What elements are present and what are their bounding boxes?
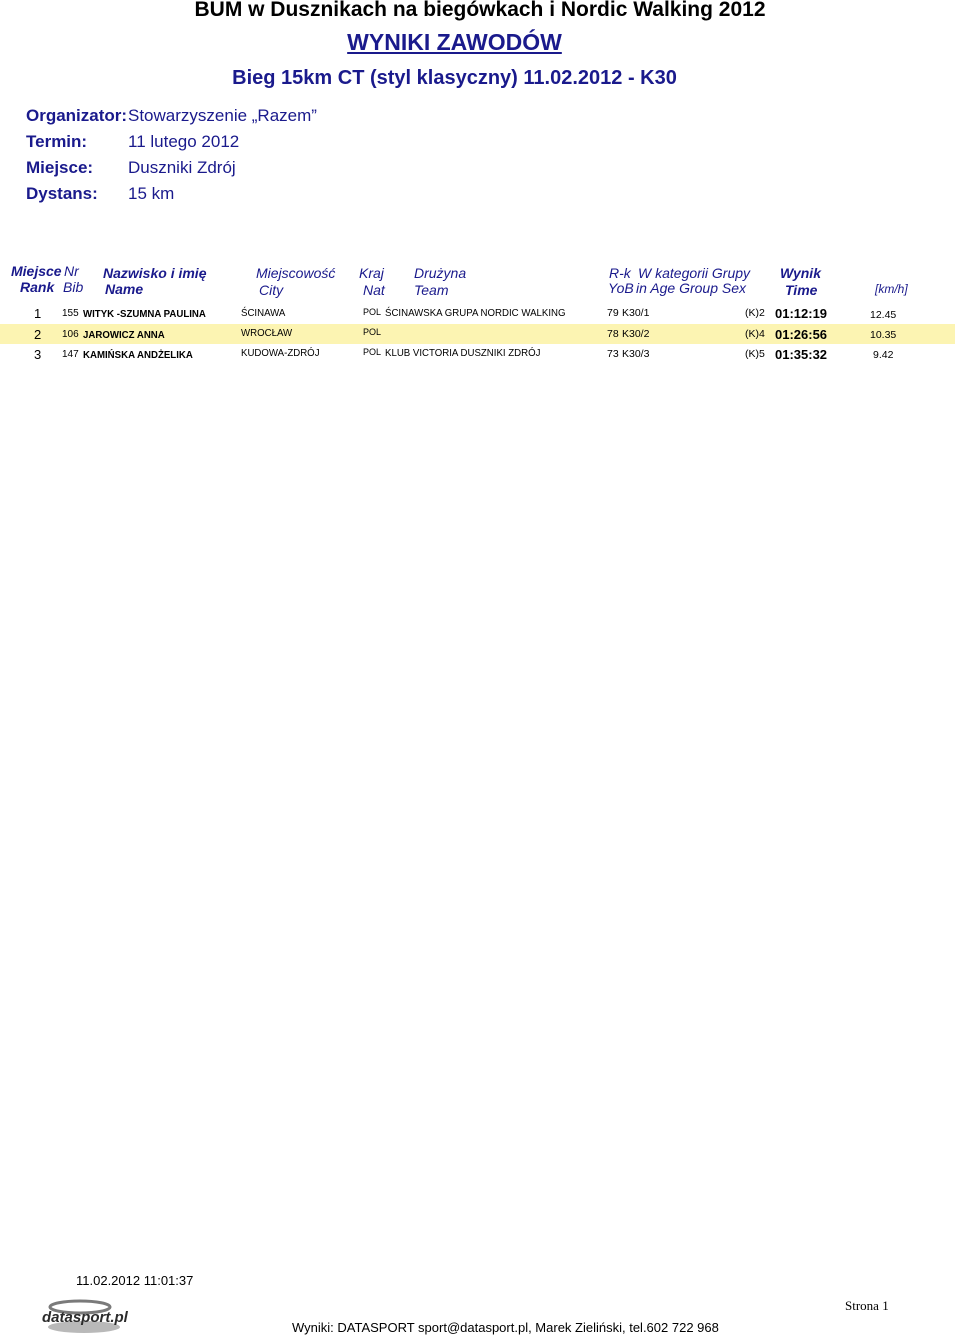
row-time: 01:35:32 [775, 347, 828, 362]
distance-label: Dystans: [26, 184, 98, 203]
row-rank: 1 [34, 306, 42, 321]
row-name: KAMIŃSKA ANDŻELIKA [83, 349, 193, 361]
row-team: ŚCINAWSKA GRUPA NORDIC WALKING [385, 307, 566, 319]
row-speed: 10.35 [870, 329, 897, 341]
table-row [0, 344, 955, 364]
row-time: 01:12:19 [775, 306, 828, 321]
row-city: WROCŁAW [241, 327, 293, 339]
row-team: KLUB VICTORIA DUSZNIKI ZDRÓJ [385, 347, 541, 359]
date-label: Termin: [26, 132, 88, 151]
row-yob: 73 [607, 348, 619, 360]
distance-value: 15 km [128, 184, 175, 203]
header-speed-en: [km/h] [875, 282, 908, 296]
row-nat: POL [363, 327, 382, 337]
organizer-value: Stowarzyszenie „Razem” [128, 106, 317, 125]
results-heading: WYNIKI ZAWODÓW [347, 29, 562, 55]
header-nat-en: Nat [363, 282, 385, 298]
header-bib-en: Bib [63, 279, 84, 295]
header-name-pl: Nazwisko i imię [103, 265, 207, 281]
row-rank: 2 [34, 327, 42, 342]
header-yob-pl: R-k [609, 265, 631, 281]
row-name: JAROWICZ ANNA [83, 329, 165, 341]
date-value: 11 lutego 2012 [128, 132, 240, 151]
page-number: Strona 1 [845, 1298, 889, 1313]
header-city-en: City [259, 282, 284, 298]
place-label: Miejsce: [26, 158, 94, 177]
header-bib-pl: Nr [64, 263, 79, 279]
header-rank-en: Rank [20, 279, 55, 295]
row-city: ŚCINAWA [241, 307, 286, 319]
svg-text:datasport.pl: datasport.pl [42, 1309, 128, 1326]
header-city-pl: Miejscowość [256, 265, 336, 281]
results-credits: Wyniki: DATASPORT sport@datasport.pl, Marek Zieliński, tel.602 722 968 [292, 1320, 719, 1335]
header-nat-pl: Kraj [359, 265, 384, 281]
row-city: KUDOWA-ZDRÓJ [241, 347, 320, 359]
print-timestamp: 11.02.2012 11:01:37 [76, 1273, 194, 1288]
row-name: WITYK -SZUMNA PAULINA [83, 308, 206, 320]
row-bib: 106 [62, 329, 79, 340]
row-bib: 147 [62, 349, 79, 360]
row-time: 01:26:56 [775, 327, 828, 342]
page-title: BUM w Dusznikach na biegówkach i Nordic Walking 2012 [194, 0, 766, 21]
row-nat: POL [363, 347, 382, 357]
event-heading: Bieg 15km CT (styl klasyczny) 11.02.2012 - K30 [232, 67, 677, 89]
row-yob: 79 [607, 307, 619, 319]
row-bib: 155 [62, 308, 79, 319]
table-row [0, 303, 955, 323]
row-sex-place: (K)5 [745, 348, 765, 360]
organizer-label: Organizator: [26, 106, 128, 125]
datasport-logo [40, 1297, 128, 1335]
row-yob: 78 [607, 328, 619, 340]
table-row [0, 324, 955, 344]
row-category: K30/2 [622, 328, 650, 340]
header-rank-pl: Miejsce [11, 263, 62, 279]
row-category: K30/3 [622, 348, 650, 360]
header-time-en: Time [785, 282, 818, 298]
place-value: Duszniki Zdrój [128, 158, 236, 177]
datasport-logo-graphic [40, 1297, 128, 1335]
header-yob-en: YoB [608, 280, 634, 296]
header-time-pl: Wynik [780, 265, 821, 281]
row-sex-place: (K)4 [745, 328, 765, 340]
row-nat: POL [363, 307, 382, 317]
header-category-en: in Age Group Sex [636, 280, 746, 296]
row-rank: 3 [34, 347, 42, 362]
row-sex-place: (K)2 [745, 307, 765, 319]
row-speed: 12.45 [870, 309, 897, 321]
header-name-en: Name [105, 281, 144, 297]
header-category-pl: W kategorii Grupy [638, 265, 751, 281]
row-category: K30/1 [622, 307, 650, 319]
header-team-en: Team [414, 282, 449, 298]
row-speed: 9.42 [873, 349, 894, 361]
header-team-pl: Drużyna [414, 265, 467, 281]
